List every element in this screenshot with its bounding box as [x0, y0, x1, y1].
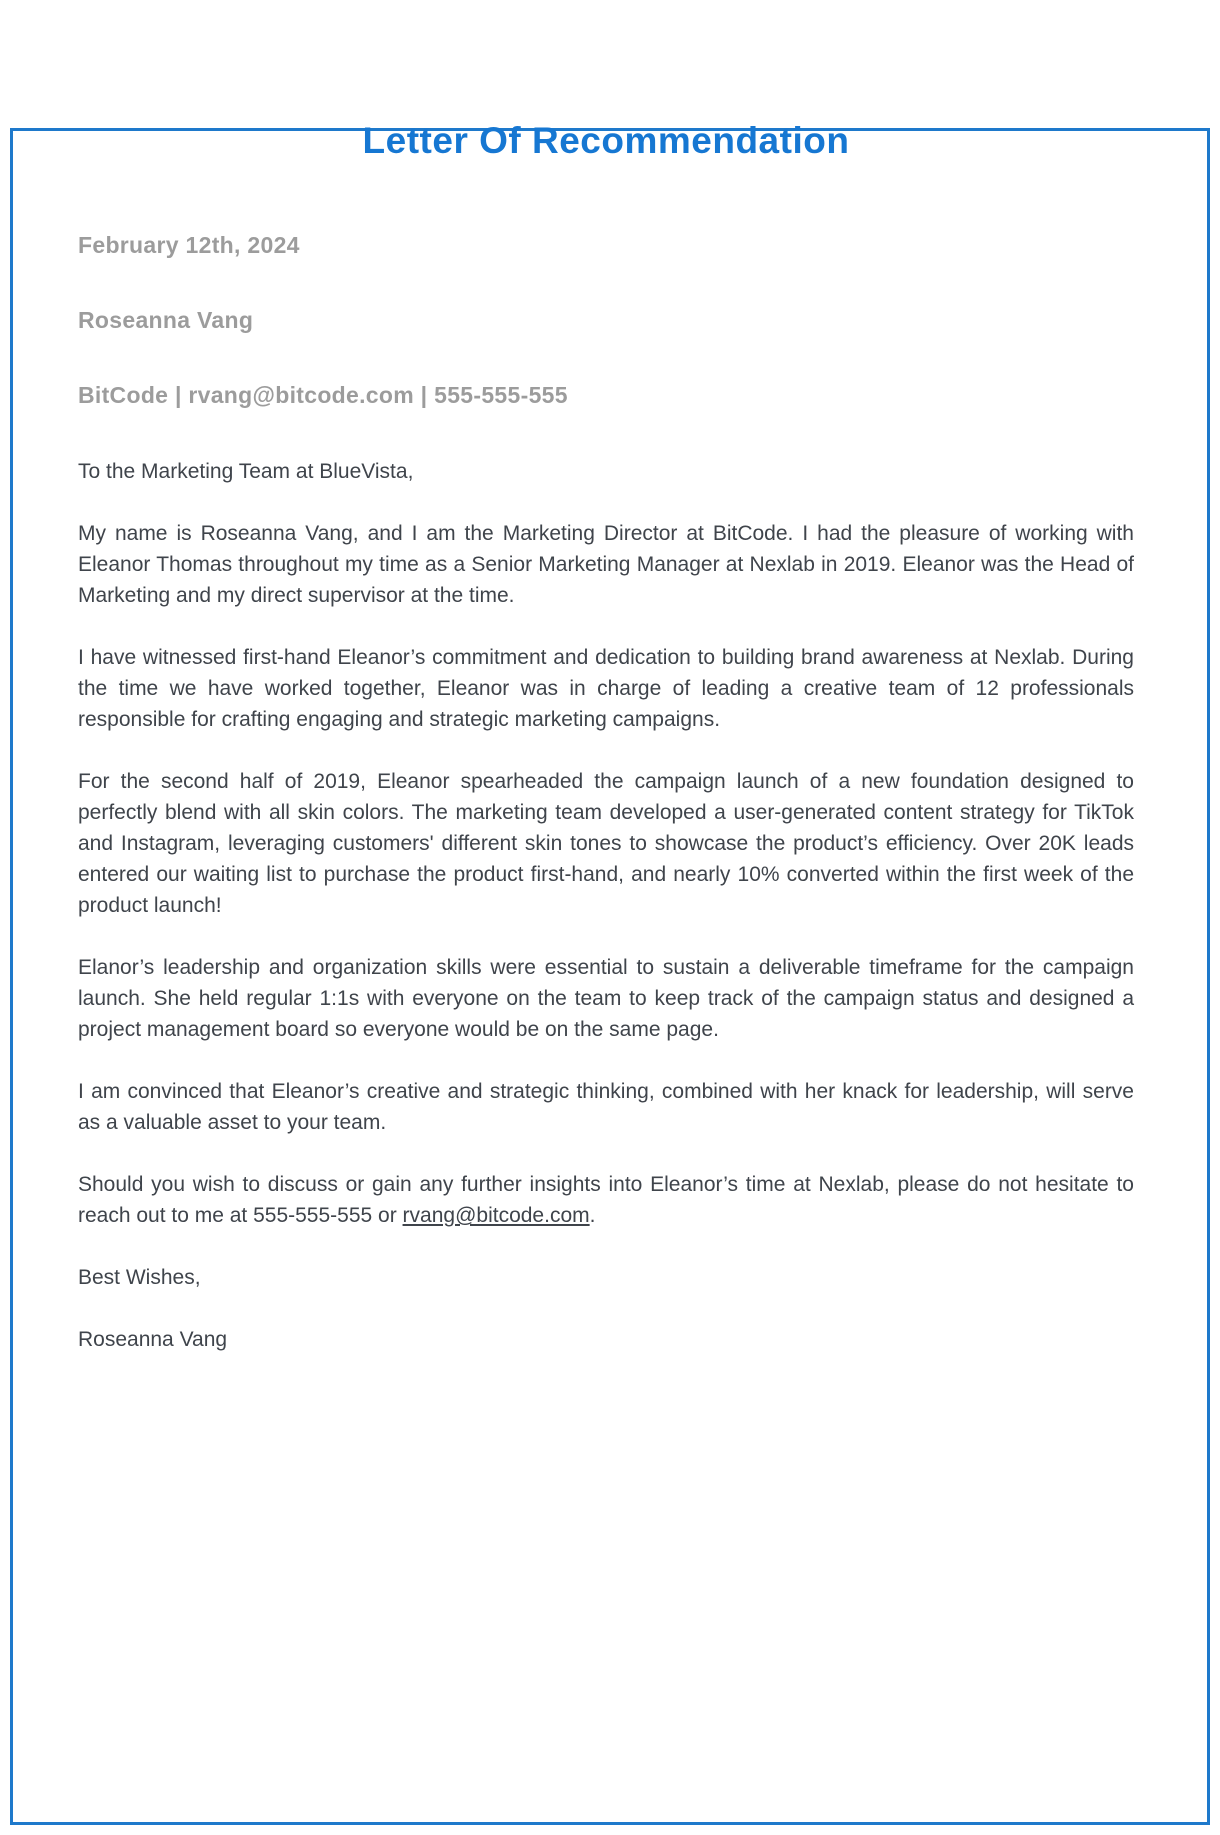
author-name: Roseanna Vang — [78, 307, 254, 333]
paragraph-campaign: For the second half of 2019, Eleanor spearheaded the campaign launch of a new foundation designed to perfectly blend with all skin colors. The marketing team developed a user-generated content strategy for TikTok and Instagram, leveraging customers' different skin tones to showcase the product’s efficiency. Over 20K leads entered our waiting list to purchase the product first-hand, and nearly 10% converted within the first week of the product launch! — [78, 770, 1134, 917]
paragraph-commitment: I have witnessed first-hand Eleanor’s commitment and dedication to building brand awareness at Nexlab. During the time we have worked together, Eleanor was in charge of leading a creative team of 12 professionals responsible for crafting engaging and strategic marketing campaigns. — [78, 646, 1134, 731]
letter-header — [78, 230, 1134, 410]
closing-period: . — [589, 1204, 596, 1227]
paragraph-intro: My name is Roseanna Vang, and I am the Marketing Director at BitCode. I had the pleasure of working with Eleanor Thomas throughout my time as a Senior Marketing Manager at Nexlab in 2019. Eleanor was the Head of Marketing and my direct supervisor at the time. — [78, 522, 1134, 607]
closing-text: Should you wish to discuss or gain any further insights into Eleanor’s time at Nexlab, please do not hesitate to reach out to me at 555-555-555 or — [78, 1173, 1134, 1227]
letter-document — [0, 118, 1220, 1355]
email-link[interactable]: rvang@bitcode.com — [402, 1204, 590, 1227]
closing-paragraph — [78, 1169, 1134, 1231]
letter-body — [78, 456, 1134, 1355]
salutation: To the Marketing Team at BlueVista, — [78, 460, 414, 483]
signoff: Best Wishes, — [78, 1266, 201, 1289]
paragraph-endorsement: I am convinced that Eleanor’s creative and strategic thinking, combined with her knack for leadership, will serve as a valuable asset to your team. — [78, 1080, 1134, 1134]
author-contact: BitCode | rvang@bitcode.com | 555-555-555 — [78, 382, 568, 408]
paragraph-leadership: Elanor’s leadership and organization skills were essential to sustain a deliverable timeframe for the campaign launch. She held regular 1:1s with everyone on the team to keep track of the campaign status and designed a project management board so everyone would be on the same page. — [78, 956, 1134, 1041]
letter-date: February 12th, 2024 — [78, 232, 300, 258]
signature: Roseanna Vang — [78, 1328, 228, 1351]
page-title: Letter Of Recommendation — [362, 120, 850, 161]
